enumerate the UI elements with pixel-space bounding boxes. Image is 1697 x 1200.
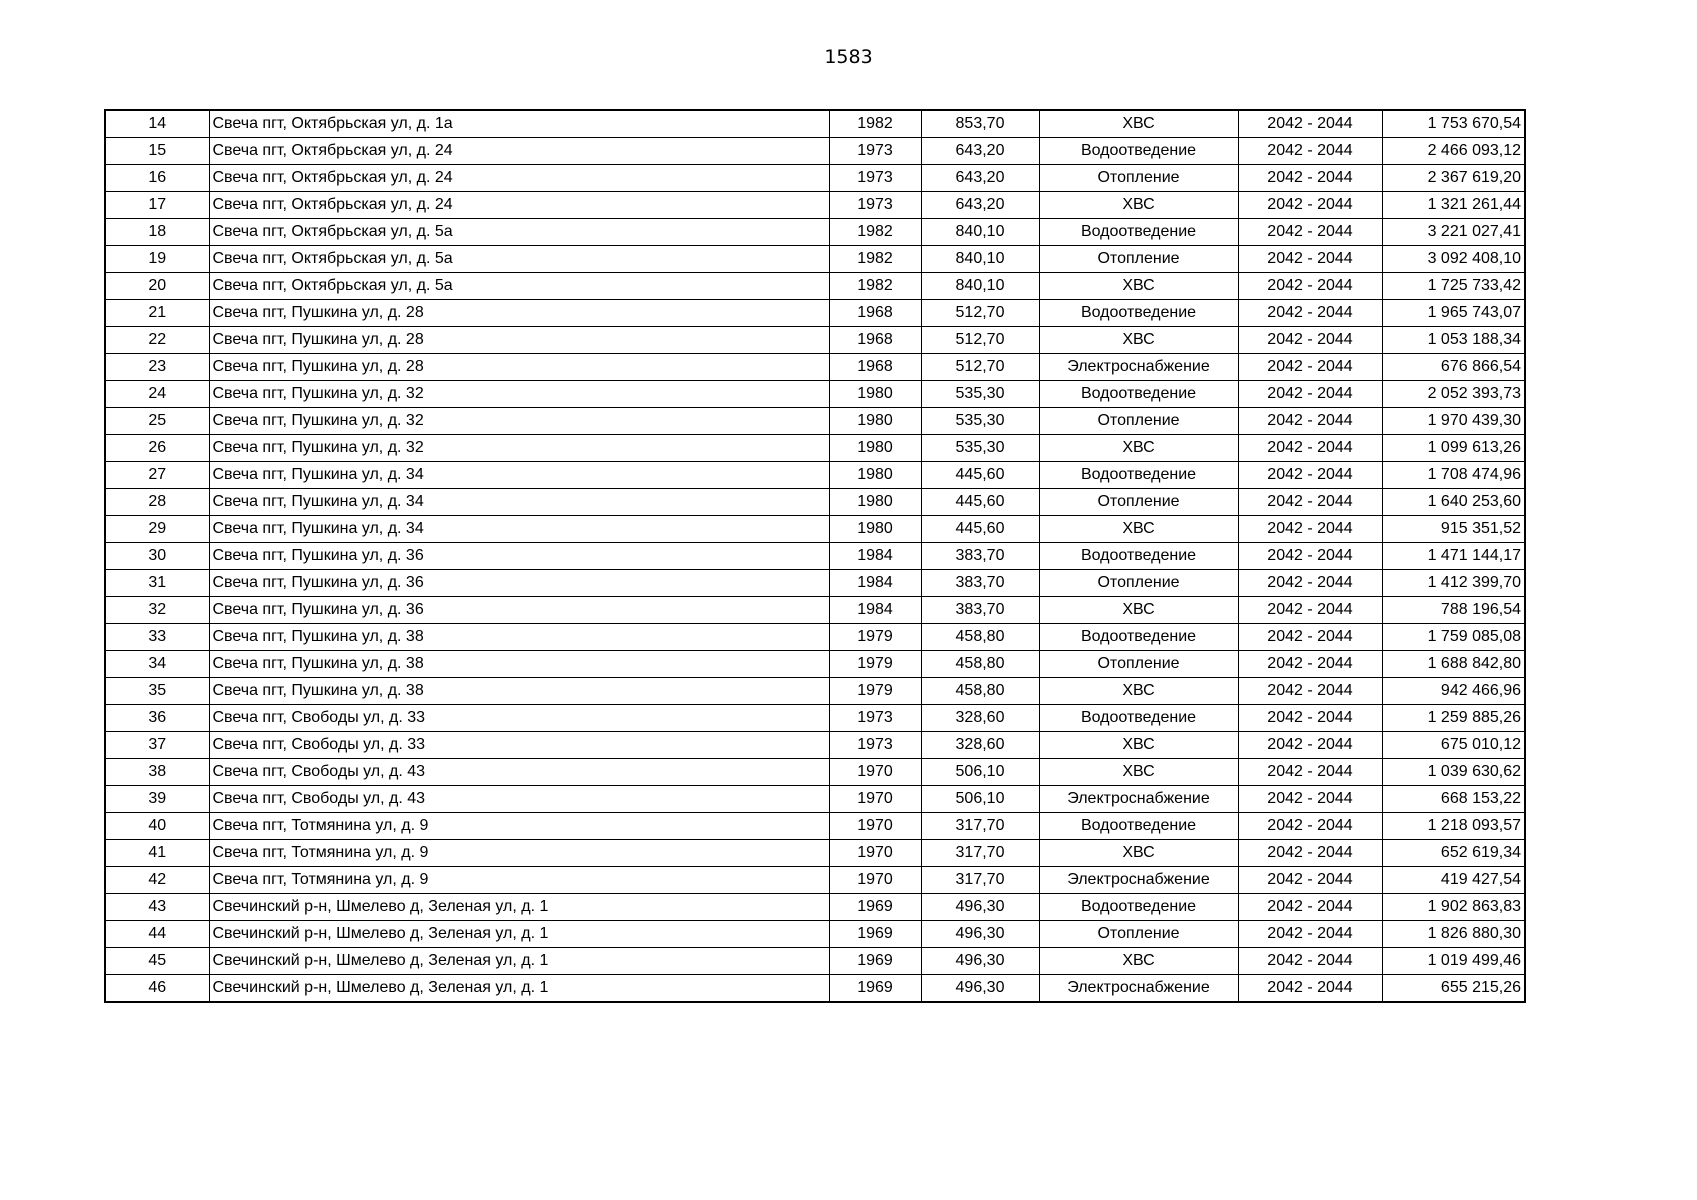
row-number-cell: 32 [105, 597, 209, 624]
period-cell: 2042 - 2044 [1238, 300, 1382, 327]
period-cell: 2042 - 2044 [1238, 273, 1382, 300]
area-cell: 496,30 [921, 975, 1039, 1003]
area-cell: 535,30 [921, 435, 1039, 462]
area-cell: 535,30 [921, 408, 1039, 435]
area-cell: 445,60 [921, 489, 1039, 516]
table-row [105, 867, 1525, 894]
area-cell: 317,70 [921, 813, 1039, 840]
row-number-cell: 39 [105, 786, 209, 813]
cost-cell: 1 099 613,26 [1382, 435, 1525, 462]
table-row [105, 489, 1525, 516]
system-cell: Водоотведение [1039, 138, 1238, 165]
area-cell: 445,60 [921, 516, 1039, 543]
row-number-cell: 20 [105, 273, 209, 300]
address-cell: Свеча пгт, Тотмянина ул, д. 9 [209, 813, 829, 840]
row-number-cell: 26 [105, 435, 209, 462]
address-cell: Свеча пгт, Пушкина ул, д. 34 [209, 462, 829, 489]
year-cell: 1973 [829, 192, 921, 219]
table-row [105, 543, 1525, 570]
row-number-cell: 22 [105, 327, 209, 354]
row-number-cell: 41 [105, 840, 209, 867]
address-cell: Свеча пгт, Пушкина ул, д. 32 [209, 381, 829, 408]
address-cell: Свечинский р-н, Шмелево д, Зеленая ул, д. 1 [209, 921, 829, 948]
table-row [105, 786, 1525, 813]
address-cell: Свеча пгт, Свободы ул, д. 33 [209, 732, 829, 759]
table-row [105, 327, 1525, 354]
year-cell: 1969 [829, 975, 921, 1003]
table-row [105, 759, 1525, 786]
period-cell: 2042 - 2044 [1238, 570, 1382, 597]
area-cell: 383,70 [921, 543, 1039, 570]
cost-cell: 1 826 880,30 [1382, 921, 1525, 948]
period-cell: 2042 - 2044 [1238, 894, 1382, 921]
table-row [105, 381, 1525, 408]
area-cell: 317,70 [921, 867, 1039, 894]
year-cell: 1973 [829, 705, 921, 732]
row-number-cell: 38 [105, 759, 209, 786]
year-cell: 1969 [829, 921, 921, 948]
year-cell: 1969 [829, 894, 921, 921]
system-cell: Электроснабжение [1039, 867, 1238, 894]
cost-cell: 2 052 393,73 [1382, 381, 1525, 408]
period-cell: 2042 - 2044 [1238, 597, 1382, 624]
table-row [105, 813, 1525, 840]
cost-cell: 675 010,12 [1382, 732, 1525, 759]
area-cell: 383,70 [921, 597, 1039, 624]
table-row [105, 435, 1525, 462]
system-cell: ХВС [1039, 516, 1238, 543]
address-cell: Свечинский р-н, Шмелево д, Зеленая ул, д. 1 [209, 975, 829, 1003]
area-cell: 328,60 [921, 705, 1039, 732]
system-cell: Водоотведение [1039, 381, 1238, 408]
row-number-cell: 25 [105, 408, 209, 435]
area-cell: 643,20 [921, 192, 1039, 219]
year-cell: 1980 [829, 516, 921, 543]
period-cell: 2042 - 2044 [1238, 813, 1382, 840]
address-cell: Свеча пгт, Свободы ул, д. 43 [209, 786, 829, 813]
row-number-cell: 21 [105, 300, 209, 327]
area-cell: 643,20 [921, 138, 1039, 165]
row-number-cell: 33 [105, 624, 209, 651]
year-cell: 1982 [829, 273, 921, 300]
row-number-cell: 28 [105, 489, 209, 516]
table-row [105, 921, 1525, 948]
year-cell: 1979 [829, 651, 921, 678]
period-cell: 2042 - 2044 [1238, 975, 1382, 1003]
system-cell: ХВС [1039, 435, 1238, 462]
address-cell: Свеча пгт, Октябрьская ул, д. 24 [209, 165, 829, 192]
cost-cell: 1 019 499,46 [1382, 948, 1525, 975]
table-row [105, 300, 1525, 327]
system-cell: Водоотведение [1039, 543, 1238, 570]
table-row [105, 246, 1525, 273]
cost-cell: 1 965 743,07 [1382, 300, 1525, 327]
table-row [105, 110, 1525, 138]
period-cell: 2042 - 2044 [1238, 246, 1382, 273]
cost-cell: 1 412 399,70 [1382, 570, 1525, 597]
system-cell: ХВС [1039, 110, 1238, 138]
year-cell: 1968 [829, 354, 921, 381]
system-cell: Отопление [1039, 570, 1238, 597]
address-cell: Свеча пгт, Пушкина ул, д. 38 [209, 624, 829, 651]
table-row [105, 705, 1525, 732]
period-cell: 2042 - 2044 [1238, 705, 1382, 732]
address-cell: Свеча пгт, Пушкина ул, д. 38 [209, 651, 829, 678]
table-row [105, 165, 1525, 192]
address-cell: Свеча пгт, Октябрьская ул, д. 5а [209, 273, 829, 300]
cost-cell: 668 153,22 [1382, 786, 1525, 813]
period-cell: 2042 - 2044 [1238, 219, 1382, 246]
table-row [105, 462, 1525, 489]
system-cell: ХВС [1039, 840, 1238, 867]
year-cell: 1984 [829, 597, 921, 624]
system-cell: ХВС [1039, 732, 1238, 759]
cost-cell: 942 466,96 [1382, 678, 1525, 705]
address-cell: Свеча пгт, Пушкина ул, д. 32 [209, 408, 829, 435]
row-number-cell: 23 [105, 354, 209, 381]
period-cell: 2042 - 2044 [1238, 543, 1382, 570]
address-cell: Свеча пгт, Пушкина ул, д. 36 [209, 597, 829, 624]
period-cell: 2042 - 2044 [1238, 138, 1382, 165]
table-row [105, 678, 1525, 705]
cost-cell: 1 902 863,83 [1382, 894, 1525, 921]
year-cell: 1984 [829, 543, 921, 570]
period-cell: 2042 - 2044 [1238, 651, 1382, 678]
period-cell: 2042 - 2044 [1238, 516, 1382, 543]
area-cell: 328,60 [921, 732, 1039, 759]
table-row [105, 273, 1525, 300]
cost-cell: 2 466 093,12 [1382, 138, 1525, 165]
table-row [105, 894, 1525, 921]
register-table [104, 109, 1526, 1003]
cost-cell: 1 725 733,42 [1382, 273, 1525, 300]
area-cell: 496,30 [921, 921, 1039, 948]
cost-cell: 915 351,52 [1382, 516, 1525, 543]
year-cell: 1970 [829, 867, 921, 894]
area-cell: 506,10 [921, 759, 1039, 786]
row-number-cell: 27 [105, 462, 209, 489]
area-cell: 512,70 [921, 354, 1039, 381]
system-cell: Отопление [1039, 921, 1238, 948]
area-cell: 840,10 [921, 246, 1039, 273]
cost-cell: 3 221 027,41 [1382, 219, 1525, 246]
year-cell: 1970 [829, 813, 921, 840]
period-cell: 2042 - 2044 [1238, 948, 1382, 975]
address-cell: Свеча пгт, Октябрьская ул, д. 5а [209, 219, 829, 246]
period-cell: 2042 - 2044 [1238, 381, 1382, 408]
system-cell: Отопление [1039, 489, 1238, 516]
system-cell: Электроснабжение [1039, 975, 1238, 1003]
row-number-cell: 35 [105, 678, 209, 705]
area-cell: 496,30 [921, 948, 1039, 975]
period-cell: 2042 - 2044 [1238, 110, 1382, 138]
year-cell: 1984 [829, 570, 921, 597]
system-cell: Отопление [1039, 165, 1238, 192]
address-cell: Свеча пгт, Пушкина ул, д. 32 [209, 435, 829, 462]
table-row [105, 354, 1525, 381]
row-number-cell: 14 [105, 110, 209, 138]
area-cell: 458,80 [921, 678, 1039, 705]
system-cell: Водоотведение [1039, 300, 1238, 327]
year-cell: 1980 [829, 462, 921, 489]
row-number-cell: 29 [105, 516, 209, 543]
table-row [105, 597, 1525, 624]
system-cell: Электроснабжение [1039, 354, 1238, 381]
system-cell: ХВС [1039, 273, 1238, 300]
cost-cell: 1 053 188,34 [1382, 327, 1525, 354]
area-cell: 512,70 [921, 300, 1039, 327]
cost-cell: 652 619,34 [1382, 840, 1525, 867]
year-cell: 1973 [829, 138, 921, 165]
period-cell: 2042 - 2044 [1238, 840, 1382, 867]
table-row [105, 408, 1525, 435]
year-cell: 1980 [829, 408, 921, 435]
address-cell: Свечинский р-н, Шмелево д, Зеленая ул, д. 1 [209, 948, 829, 975]
area-cell: 458,80 [921, 624, 1039, 651]
period-cell: 2042 - 2044 [1238, 759, 1382, 786]
system-cell: Водоотведение [1039, 462, 1238, 489]
address-cell: Свеча пгт, Октябрьская ул, д. 24 [209, 138, 829, 165]
year-cell: 1982 [829, 246, 921, 273]
table-row [105, 516, 1525, 543]
address-cell: Свеча пгт, Пушкина ул, д. 34 [209, 489, 829, 516]
row-number-cell: 42 [105, 867, 209, 894]
table-row [105, 948, 1525, 975]
table-body [105, 110, 1525, 1002]
system-cell: ХВС [1039, 192, 1238, 219]
table-row [105, 840, 1525, 867]
area-cell: 512,70 [921, 327, 1039, 354]
row-number-cell: 15 [105, 138, 209, 165]
address-cell: Свеча пгт, Октябрьская ул, д. 1а [209, 110, 829, 138]
area-cell: 853,70 [921, 110, 1039, 138]
period-cell: 2042 - 2044 [1238, 327, 1382, 354]
period-cell: 2042 - 2044 [1238, 489, 1382, 516]
period-cell: 2042 - 2044 [1238, 678, 1382, 705]
cost-cell: 419 427,54 [1382, 867, 1525, 894]
row-number-cell: 30 [105, 543, 209, 570]
period-cell: 2042 - 2044 [1238, 462, 1382, 489]
period-cell: 2042 - 2044 [1238, 921, 1382, 948]
system-cell: Водоотведение [1039, 813, 1238, 840]
period-cell: 2042 - 2044 [1238, 435, 1382, 462]
cost-cell: 2 367 619,20 [1382, 165, 1525, 192]
cost-cell: 1 471 144,17 [1382, 543, 1525, 570]
period-cell: 2042 - 2044 [1238, 354, 1382, 381]
system-cell: ХВС [1039, 948, 1238, 975]
address-cell: Свеча пгт, Пушкина ул, д. 28 [209, 327, 829, 354]
system-cell: Электроснабжение [1039, 786, 1238, 813]
year-cell: 1968 [829, 327, 921, 354]
cost-cell: 1 759 085,08 [1382, 624, 1525, 651]
period-cell: 2042 - 2044 [1238, 786, 1382, 813]
row-number-cell: 36 [105, 705, 209, 732]
row-number-cell: 40 [105, 813, 209, 840]
area-cell: 506,10 [921, 786, 1039, 813]
system-cell: Водоотведение [1039, 705, 1238, 732]
row-number-cell: 34 [105, 651, 209, 678]
period-cell: 2042 - 2044 [1238, 192, 1382, 219]
system-cell: Отопление [1039, 408, 1238, 435]
address-cell: Свеча пгт, Пушкина ул, д. 38 [209, 678, 829, 705]
area-cell: 840,10 [921, 273, 1039, 300]
row-number-cell: 24 [105, 381, 209, 408]
row-number-cell: 19 [105, 246, 209, 273]
system-cell: Водоотведение [1039, 894, 1238, 921]
table-row [105, 732, 1525, 759]
cost-cell: 1 039 630,62 [1382, 759, 1525, 786]
table-row [105, 651, 1525, 678]
row-number-cell: 16 [105, 165, 209, 192]
row-number-cell: 45 [105, 948, 209, 975]
cost-cell: 3 092 408,10 [1382, 246, 1525, 273]
table-row [105, 570, 1525, 597]
area-cell: 445,60 [921, 462, 1039, 489]
address-cell: Свеча пгт, Пушкина ул, д. 34 [209, 516, 829, 543]
year-cell: 1979 [829, 624, 921, 651]
year-cell: 1969 [829, 948, 921, 975]
cost-cell: 1 640 253,60 [1382, 489, 1525, 516]
cost-cell: 1 688 842,80 [1382, 651, 1525, 678]
row-number-cell: 43 [105, 894, 209, 921]
year-cell: 1970 [829, 786, 921, 813]
address-cell: Свеча пгт, Пушкина ул, д. 36 [209, 543, 829, 570]
year-cell: 1980 [829, 435, 921, 462]
address-cell: Свеча пгт, Октябрьская ул, д. 24 [209, 192, 829, 219]
year-cell: 1980 [829, 381, 921, 408]
row-number-cell: 17 [105, 192, 209, 219]
cost-cell: 1 259 885,26 [1382, 705, 1525, 732]
system-cell: ХВС [1039, 327, 1238, 354]
cost-cell: 1 218 093,57 [1382, 813, 1525, 840]
year-cell: 1973 [829, 732, 921, 759]
address-cell: Свеча пгт, Пушкина ул, д. 36 [209, 570, 829, 597]
system-cell: ХВС [1039, 597, 1238, 624]
cost-cell: 1 753 670,54 [1382, 110, 1525, 138]
table-row [105, 975, 1525, 1003]
area-cell: 317,70 [921, 840, 1039, 867]
address-cell: Свеча пгт, Свободы ул, д. 43 [209, 759, 829, 786]
year-cell: 1970 [829, 840, 921, 867]
year-cell: 1970 [829, 759, 921, 786]
year-cell: 1973 [829, 165, 921, 192]
area-cell: 496,30 [921, 894, 1039, 921]
address-cell: Свечинский р-н, Шмелево д, Зеленая ул, д. 1 [209, 894, 829, 921]
cost-cell: 676 866,54 [1382, 354, 1525, 381]
address-cell: Свеча пгт, Свободы ул, д. 33 [209, 705, 829, 732]
year-cell: 1968 [829, 300, 921, 327]
address-cell: Свеча пгт, Тотмянина ул, д. 9 [209, 867, 829, 894]
address-cell: Свеча пгт, Октябрьская ул, д. 5а [209, 246, 829, 273]
table-row [105, 624, 1525, 651]
area-cell: 535,30 [921, 381, 1039, 408]
cost-cell: 1 970 439,30 [1382, 408, 1525, 435]
page-number: 1583 [824, 46, 873, 68]
row-number-cell: 31 [105, 570, 209, 597]
cost-cell: 655 215,26 [1382, 975, 1525, 1003]
cost-cell: 1 321 261,44 [1382, 192, 1525, 219]
address-cell: Свеча пгт, Тотмянина ул, д. 9 [209, 840, 829, 867]
cost-cell: 1 708 474,96 [1382, 462, 1525, 489]
period-cell: 2042 - 2044 [1238, 732, 1382, 759]
row-number-cell: 44 [105, 921, 209, 948]
table-row [105, 219, 1525, 246]
system-cell: Водоотведение [1039, 624, 1238, 651]
system-cell: Водоотведение [1039, 219, 1238, 246]
row-number-cell: 37 [105, 732, 209, 759]
system-cell: ХВС [1039, 678, 1238, 705]
year-cell: 1979 [829, 678, 921, 705]
address-cell: Свеча пгт, Пушкина ул, д. 28 [209, 354, 829, 381]
area-cell: 840,10 [921, 219, 1039, 246]
area-cell: 643,20 [921, 165, 1039, 192]
area-cell: 458,80 [921, 651, 1039, 678]
year-cell: 1980 [829, 489, 921, 516]
period-cell: 2042 - 2044 [1238, 408, 1382, 435]
address-cell: Свеча пгт, Пушкина ул, д. 28 [209, 300, 829, 327]
table-row [105, 138, 1525, 165]
system-cell: ХВС [1039, 759, 1238, 786]
table-row [105, 192, 1525, 219]
period-cell: 2042 - 2044 [1238, 867, 1382, 894]
row-number-cell: 18 [105, 219, 209, 246]
cost-cell: 788 196,54 [1382, 597, 1525, 624]
period-cell: 2042 - 2044 [1238, 624, 1382, 651]
row-number-cell: 46 [105, 975, 209, 1003]
period-cell: 2042 - 2044 [1238, 165, 1382, 192]
year-cell: 1982 [829, 219, 921, 246]
system-cell: Отопление [1039, 651, 1238, 678]
system-cell: Отопление [1039, 246, 1238, 273]
area-cell: 383,70 [921, 570, 1039, 597]
year-cell: 1982 [829, 110, 921, 138]
